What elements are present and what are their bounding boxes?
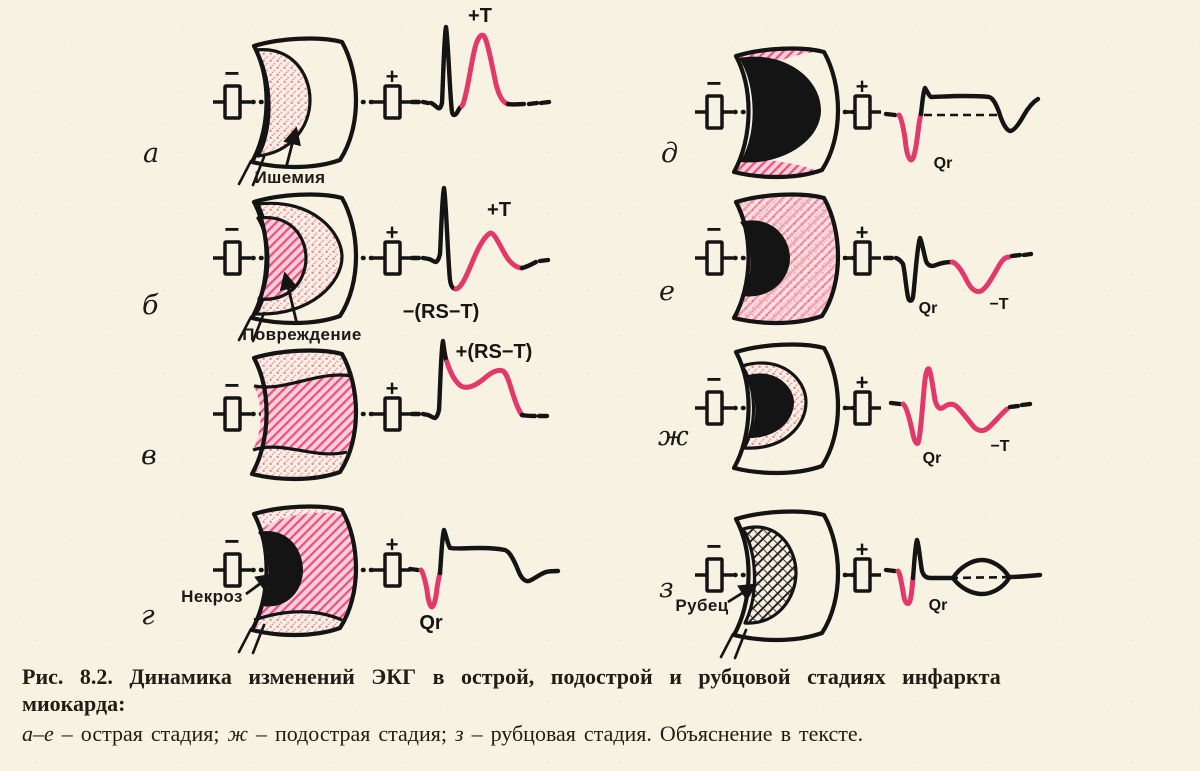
panel-letter: г (141, 600, 155, 631)
ecg-trace-r-st-t (440, 530, 558, 581)
negative-electrode (695, 242, 733, 274)
minus-sign: − (706, 531, 722, 561)
panel-e (659, 195, 1031, 323)
myocardium-wall (239, 39, 356, 185)
positive-electrode (843, 392, 881, 424)
minus-sign: − (706, 214, 722, 244)
caption-title-line1: Рис. 8.2. Динамика изменений ЭКГ в острой, подострой и рубцовой стадиях инфаркта (22, 664, 1001, 689)
ecg-trace-end (1012, 254, 1031, 256)
ecg-trace-end (1010, 404, 1030, 407)
caption-title (22, 663, 1180, 718)
ecg-annotation: Qr (419, 612, 443, 634)
t-wave-lens-bottom (953, 578, 1009, 594)
plus-sign: + (385, 376, 399, 401)
minus-sign: − (224, 58, 240, 88)
negative-electrode (695, 392, 733, 424)
myocardium-wall (734, 49, 838, 177)
ecg-trace-start (886, 114, 895, 115)
plus-sign: + (855, 370, 869, 395)
ecg-trace-st-t (456, 233, 522, 289)
zone-pointer-arrow (728, 585, 755, 602)
myocardium-wall (721, 512, 838, 658)
positive-electrode (373, 86, 411, 118)
positive-electrode (843, 96, 881, 128)
positive-electrode (373, 398, 411, 430)
ecg-trace-start (891, 403, 900, 404)
plus-sign: + (855, 537, 869, 562)
ecg-trace-qrs-t (903, 369, 1007, 444)
plus-sign: + (855, 74, 869, 99)
ecg-annotation: Qr (918, 300, 938, 317)
negative-electrode (695, 559, 733, 591)
panel-letter: ж (658, 421, 689, 452)
ecg-trace-qrs (412, 341, 447, 418)
zone-label: Рубец (675, 596, 729, 615)
zone-label: Ишемия (254, 168, 326, 187)
panel-zh (658, 345, 1030, 473)
negative-electrode (213, 398, 251, 430)
ecg-annotation: −T (989, 296, 1009, 313)
baseline-dashed (950, 577, 1014, 578)
scar-zone (743, 527, 796, 623)
ecg-trace-st-t (447, 362, 522, 415)
panel-d (661, 49, 1038, 177)
minus-sign: − (224, 370, 240, 400)
ecg-trace-start (410, 569, 418, 570)
panel-letter: а (143, 138, 160, 169)
panel-a (143, 5, 549, 187)
legend-text-acute: – острая стадия; (53, 720, 228, 746)
figure-caption (22, 663, 1180, 747)
negative-electrode (213, 554, 251, 586)
ecg-trace-q-wave (421, 570, 440, 607)
legend-letter-subacute: ж (227, 720, 248, 746)
minus-sign: − (706, 68, 722, 98)
panel-letter: е (659, 276, 675, 307)
positive-electrode (373, 554, 411, 586)
positive-electrode (843, 242, 881, 274)
ecg-trace-r-st (913, 540, 953, 578)
myocardium-wall (239, 195, 356, 341)
panel-letter: з (659, 573, 674, 604)
necrosis-zone (739, 57, 821, 163)
myocardium-wall (734, 195, 838, 323)
ecg-annotation: +T (487, 199, 511, 221)
legend-letters-acute: а–е (22, 720, 54, 746)
panel-letter: д (661, 138, 679, 169)
myocardium-wall (239, 507, 356, 653)
panel-b (142, 188, 548, 344)
ecg-annotation: −T (990, 438, 1010, 455)
ecg-trace-end (508, 102, 549, 104)
caption-title-line2: миокарда: (22, 691, 126, 717)
ecg-trace-qrs (412, 27, 462, 115)
ecg-annotation: Qr (928, 597, 948, 614)
ecg-annotation: −(RS−T) (402, 301, 480, 323)
ecg-annotation: Qr (933, 155, 953, 172)
minus-sign: − (224, 526, 240, 556)
ecg-trace-t-wave (462, 35, 508, 106)
panel-letter: б (142, 290, 159, 321)
legend-letter-scar: з (454, 720, 464, 746)
negative-electrode (213, 242, 251, 274)
ecg-annotation: +T (468, 5, 492, 27)
ecg-trace-start (886, 570, 895, 571)
plus-sign: + (855, 220, 869, 245)
minus-sign: − (224, 214, 240, 244)
ecg-trace-end (522, 260, 548, 268)
caption-legend (22, 721, 1180, 747)
minus-sign: − (706, 364, 722, 394)
panel-letter: в (141, 440, 157, 471)
ischemia-zone (256, 50, 310, 156)
myocardium-wall (734, 345, 838, 473)
positive-electrode (843, 559, 881, 591)
plus-sign: + (385, 220, 399, 245)
legend-text-scar: – рубцовая стадия. Объяснение в тексте. (463, 720, 864, 746)
plus-sign: + (385, 532, 399, 557)
ecg-annotation: Qr (922, 450, 942, 467)
ecg-trace-qrs (885, 238, 952, 301)
positive-electrode (373, 242, 411, 274)
t-wave-lens-top (953, 560, 1009, 578)
ecg-trace-end (1009, 575, 1040, 577)
ecg-trace-qrs (412, 188, 456, 289)
zone-label: Повреждение (242, 325, 362, 344)
myocardium-wall (252, 351, 356, 479)
negative-electrode (213, 86, 251, 118)
plus-sign: + (385, 64, 399, 89)
ecg-trace-r-st-t (921, 88, 1038, 131)
negative-electrode (695, 96, 733, 128)
panel-z (659, 512, 1040, 658)
ecg-trace-q-wave (899, 114, 921, 160)
ecg-annotation: +(RS−T) (455, 341, 533, 363)
panel-v (141, 341, 547, 479)
ecg-trace-end (522, 415, 547, 416)
zone-label: Некроз (181, 587, 243, 606)
panel-g (141, 507, 558, 653)
legend-text-subacute: – подострая стадия; (247, 720, 455, 746)
ecg-trace-t-wave (952, 257, 1009, 292)
ecg-trace-q-wave (898, 571, 913, 603)
